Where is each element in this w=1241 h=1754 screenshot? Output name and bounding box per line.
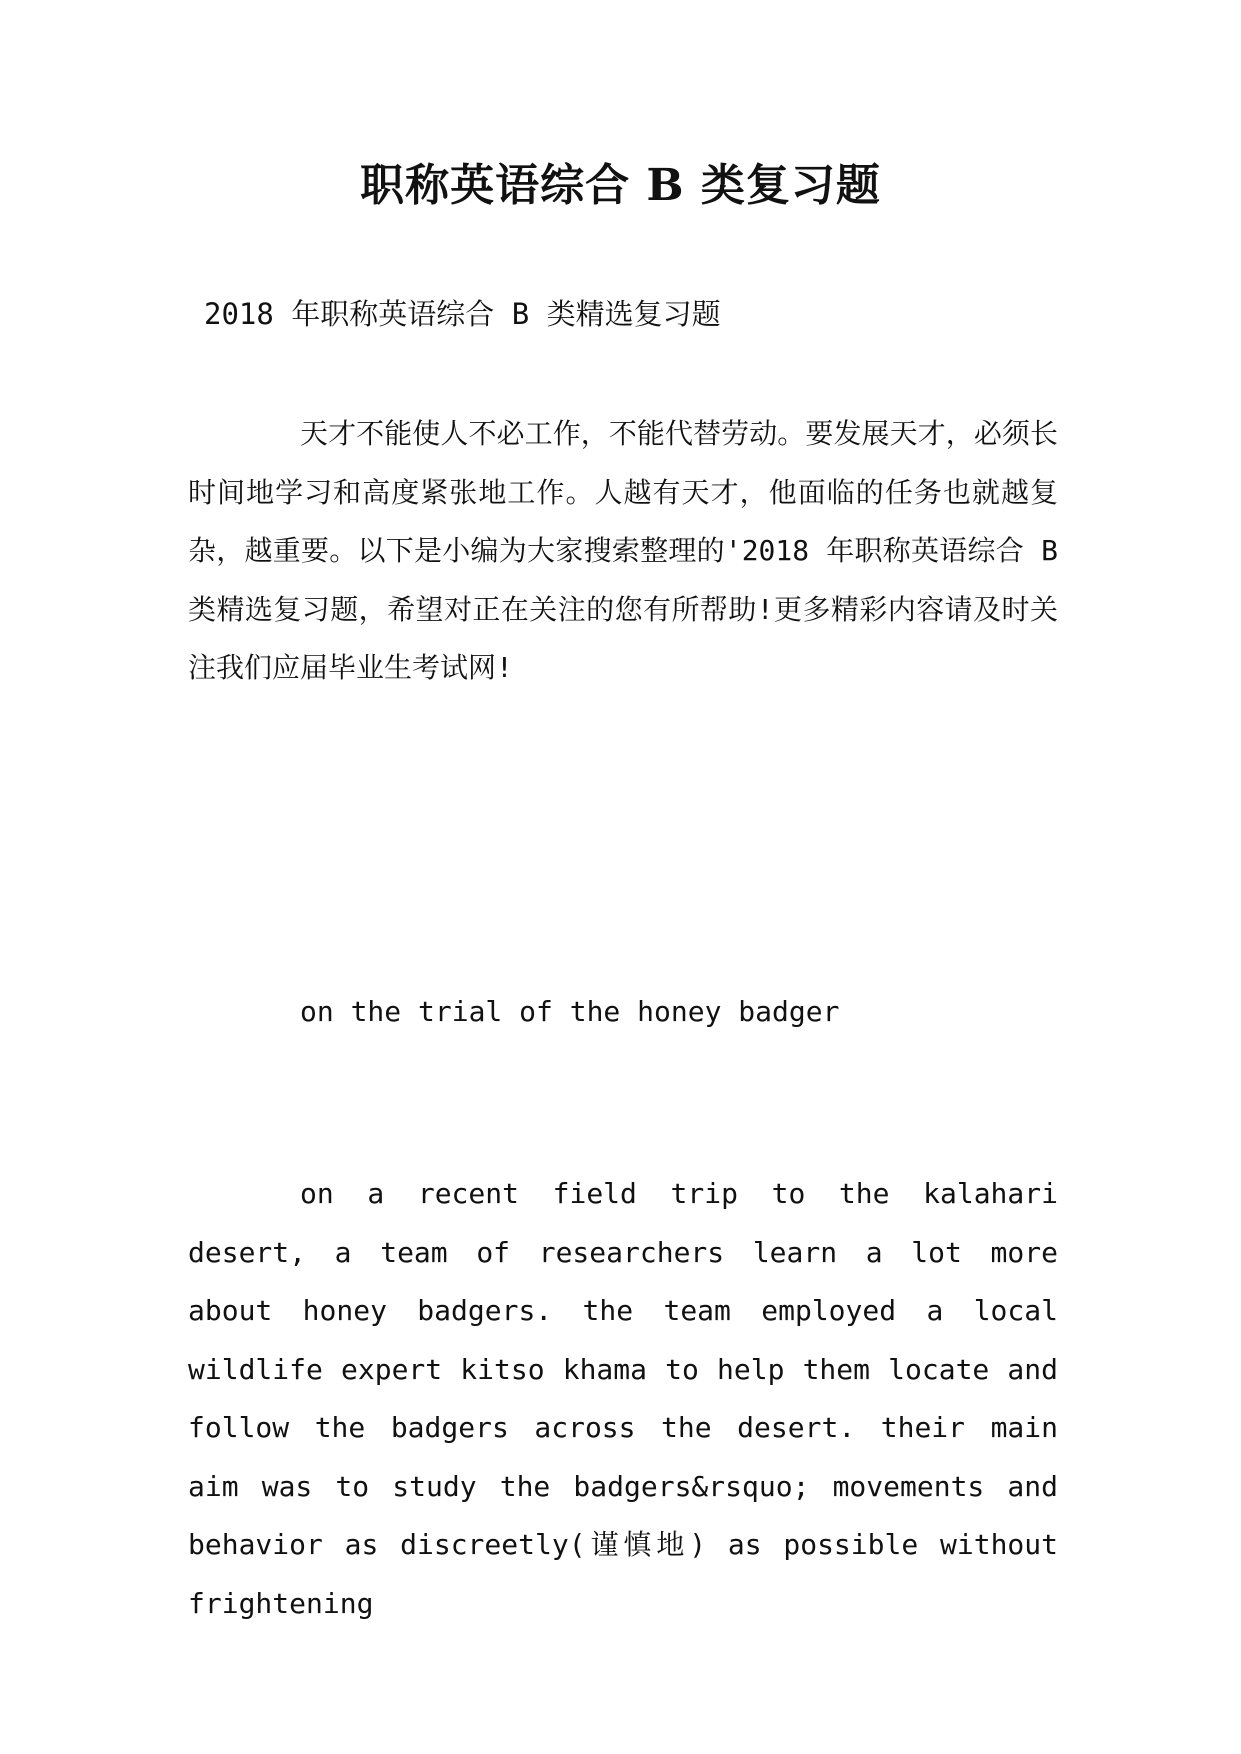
article-title: on the trial of the honey badger [300,995,840,1028]
intro-paragraph: 天才不能使人不必工作，不能代替劳动。要发展天才，必须长时间地学习和高度紧张地工作。人越有天才，他面临的任务也就越复杂，越重要。以下是小编为大家搜索整理的'2018 年职称英语综合 B 类精选复习题，希望对正在关注的您有所帮助!更多精彩内容请及时关注我们应届毕业生考试网! [188,417,1058,684]
document-subtitle: 2018 年职称英语综合 B 类精选复习题 [204,297,721,331]
article-paragraph: on a recent field trip to the kalahari desert, a team of researchers learn a lot more about honey badgers. the team employed a local wildlife expert kitso khama to help them locate and follow the badgers across the desert. their main aim was to study the badgers&rsquo; movements and behavior as discreetly(谨慎地) as possible without frightening [188,1177,1058,1620]
document-title: 职称英语综合 B 类复习题 [360,160,881,211]
